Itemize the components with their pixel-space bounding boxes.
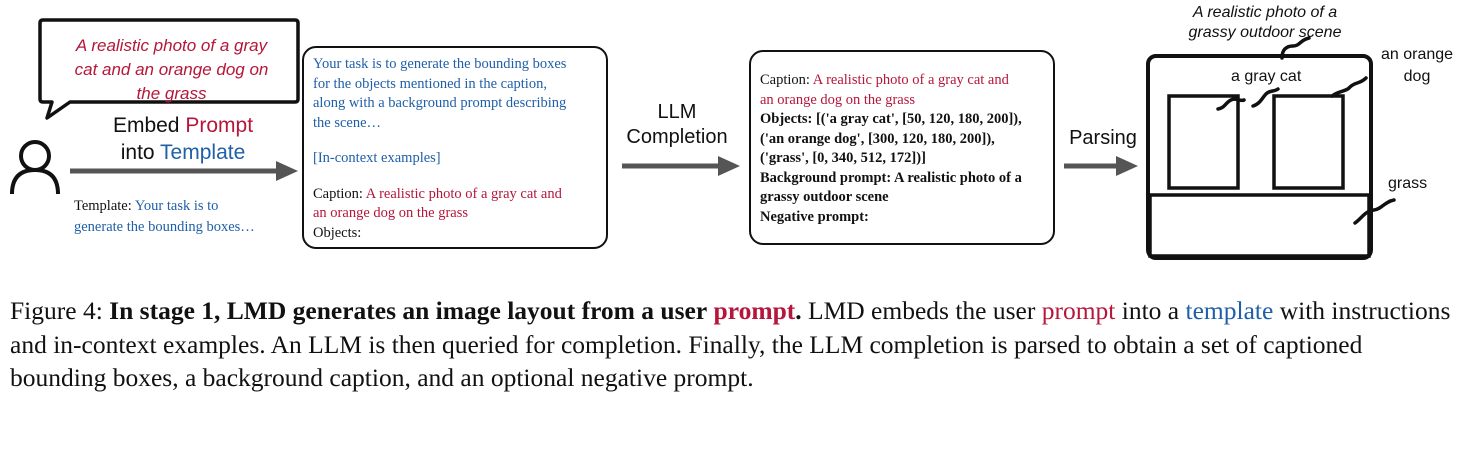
completion-box-content bbox=[760, 71, 1060, 227]
caption-text: LMD embeds the user bbox=[808, 296, 1036, 325]
llm-label-line: Completion bbox=[626, 126, 728, 148]
dog-leader bbox=[1332, 78, 1366, 96]
embed-word: into bbox=[120, 141, 155, 164]
figure-caption bbox=[10, 294, 1465, 395]
caption-bold-prompt: prompt bbox=[713, 296, 796, 325]
user-prompt-line: A realistic photo of a gray bbox=[75, 36, 268, 55]
objects-line: ('grass', [0, 340, 512, 172])] bbox=[760, 150, 926, 166]
objects-line: ('an orange dog', [300, 120, 180, 200]), bbox=[760, 130, 995, 147]
caption-text: A realistic photo of a gray cat and bbox=[365, 185, 562, 202]
template-line: Your task is to generate the bounding boxes bbox=[313, 56, 567, 72]
caption-bold: In stage 1, LMD generates an image layout from a user bbox=[109, 296, 708, 325]
template-line: the scene… bbox=[313, 114, 382, 131]
llm-completion-label bbox=[612, 100, 742, 150]
template-line: along with a background prompt describing bbox=[313, 95, 567, 111]
background-prompt-line: Background prompt: A realistic photo of a bbox=[760, 169, 1022, 186]
embed-template-word: Template bbox=[160, 141, 246, 164]
objects-label: Objects: bbox=[313, 224, 362, 241]
user-prompt-line: cat and an orange dog on bbox=[74, 60, 269, 79]
caption-label: Caption: bbox=[760, 72, 810, 88]
in-context-examples: [In-context examples] bbox=[313, 150, 441, 166]
caption-prompt: prompt bbox=[1041, 296, 1116, 325]
embed-word: Embed bbox=[112, 114, 180, 137]
caption-text: into a bbox=[1121, 296, 1180, 325]
template-box-content bbox=[313, 55, 605, 243]
parsing-label: Parsing bbox=[1069, 127, 1137, 149]
dog-label bbox=[1372, 44, 1462, 88]
negative-prompt-line: Negative prompt: bbox=[760, 208, 869, 225]
caption-text: with instructions and in-context examples. An LLM is then queried for completion. Finally, the LLM completion is parsed to obtain a set of captioned bounding boxes, a background caption, and an optional negative prompt. bbox=[10, 296, 1451, 392]
dog-label-line: dog bbox=[1403, 68, 1431, 85]
user-prompt-line: the grass bbox=[136, 84, 207, 103]
dog-label-line: an orange bbox=[1380, 46, 1454, 63]
grass-bbox bbox=[1150, 195, 1369, 256]
grass-leader bbox=[1355, 200, 1394, 223]
template-note bbox=[74, 196, 299, 238]
objects-line: Objects: [('a gray cat', [50, 120, 180, 200]), bbox=[760, 111, 1022, 127]
caption-text: A realistic photo of a gray cat and bbox=[812, 72, 1009, 88]
dog-bbox bbox=[1274, 96, 1343, 188]
template-note-text: Your task is to bbox=[134, 198, 219, 214]
caption-text: an orange dog on the grass bbox=[313, 205, 469, 221]
template-note-text: generate the bounding boxes… bbox=[74, 219, 255, 235]
cat-label: a gray cat bbox=[1231, 68, 1302, 85]
embed-prompt-word: Prompt bbox=[185, 114, 254, 137]
figure-number: Figure 4: bbox=[10, 296, 103, 325]
background-prompt-line: grassy outdoor scene bbox=[760, 189, 889, 205]
template-line: for the objects mentioned in the caption, bbox=[313, 75, 547, 92]
background-caption-line: A realistic photo of a bbox=[1192, 4, 1338, 21]
user-prompt bbox=[44, 34, 299, 106]
background-caption bbox=[1160, 3, 1370, 43]
llm-arrow bbox=[622, 156, 740, 176]
caption-bold-end: . bbox=[795, 296, 802, 325]
template-note-label: Template: bbox=[74, 198, 132, 214]
embed-label bbox=[58, 112, 308, 166]
user-icon bbox=[12, 142, 58, 194]
caption-template: template bbox=[1185, 296, 1274, 325]
cat-bbox bbox=[1169, 96, 1238, 188]
llm-label-line: LLM bbox=[657, 101, 697, 123]
parsing-arrow bbox=[1064, 156, 1138, 176]
caption-text: an orange dog on the grass bbox=[760, 91, 916, 108]
cat-leader bbox=[1218, 99, 1244, 109]
background-caption-line: grassy outdoor scene bbox=[1188, 24, 1342, 41]
grass-label: grass bbox=[1388, 175, 1428, 192]
caption-label: Caption: bbox=[313, 185, 363, 202]
